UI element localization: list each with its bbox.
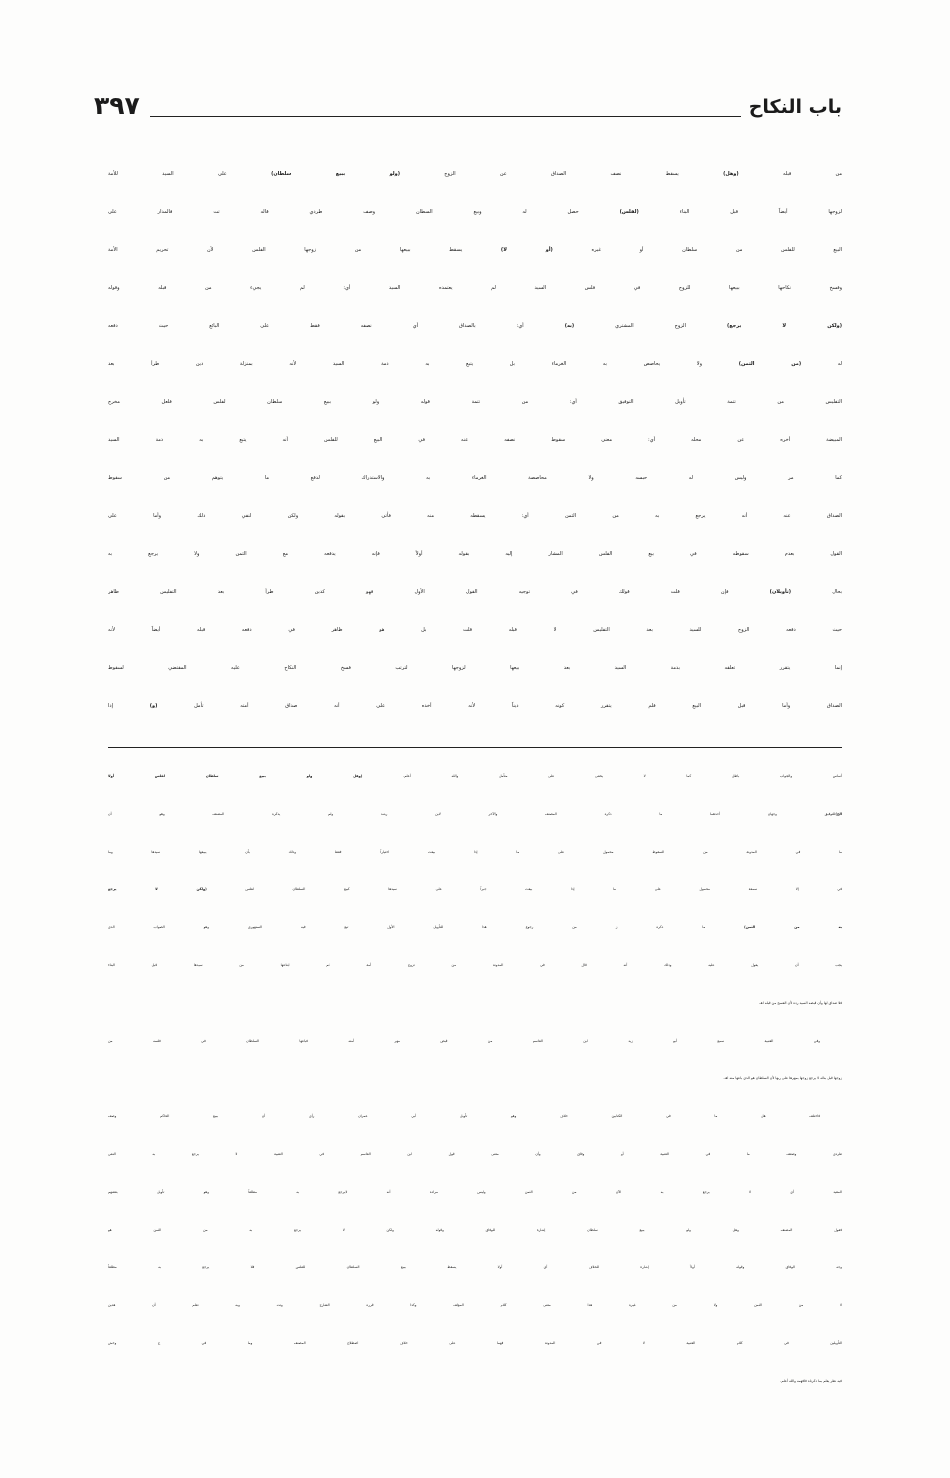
text-segment: فإن قلت قولك في توجيه القول الأول فهو كدين طرأ بعد التفليس ظاهر [108, 589, 770, 595]
text-segment: من قبله [738, 171, 842, 177]
text-segment: وجه الوفاق وقوله أولاً إشارة للخلاف أي أولا يسقط ببيع السلطان للفلس فلا يرجع به مطلقاً [108, 1265, 842, 1270]
footnote-line [108, 909, 842, 947]
text-segment: التفليس من تتمة تأويل التوفيق أي: من تتمة قوله ولو ببيع سلطان لفلس فلعل مخرج [108, 399, 842, 405]
main-text-line [108, 307, 842, 345]
text-segment: الصداق عنه أنه يرجع به من الثمن أي: يسقطه منه فأتى بقوله ولكن لنفي ذلك وأما على [108, 513, 842, 519]
footnote-line [108, 871, 842, 909]
text-segment: لزوجها أيضاً قبل البناء [638, 209, 842, 215]
main-text-line [108, 687, 842, 725]
text-segment: وفي العتبية سمع أبو زيد ابن القاسم من قبض مهر أمته فباعها السلطان في فلسه من [108, 1038, 820, 1043]
main-text-line [108, 421, 842, 459]
text-segment: فلا صداق لها وأن قبضه السيد رده لأن الفسخ من قبله اهـ. [758, 1000, 842, 1005]
text-segment: إنما يتقرر تعلقه بذمة السيد بعد بيعها لزوجها لترتب فسخ النكاح عليه المقتضي لسقوط [108, 665, 842, 671]
text-segment: لا من الثمن ولا من غيره هذا معنى كلام المؤلف وكذا قرره الشارح وتت وبه تعلم أن هذين [108, 1303, 842, 1308]
text-segment: ما ذكره ز من رجوع هذا للتأويل الأول تبع فيه السنهوري وهو الصواب الذي [108, 925, 745, 930]
text-segment: للتوفيق وجهان أحدهما ما ذكره المصنف والآخر لابن رشد ولم يذكره المصنف وهو أن [108, 811, 836, 816]
footnote-paragraph [108, 1098, 842, 1400]
text-segment: المقيد أي لا يرجع به الآن من الثمن وليس مراده أنه لايرجع به مطلقاً وهو تأويل بعضهم [108, 1189, 842, 1194]
footnote-line [108, 1325, 842, 1363]
main-text-line [108, 155, 842, 193]
bold-matn-segment: الخ) [835, 811, 842, 816]
text-segment: ما في المدونة من السقوط محمول على ما إذا بيعت اختياراً فقط وذلك بأن يبيعها سيدها وما [108, 849, 842, 854]
footnote-line [108, 834, 842, 872]
main-text-line [108, 345, 842, 383]
main-text-line [108, 231, 842, 269]
chapter-title: باب النكاح [748, 96, 842, 118]
text-segment: فيه نظر يعلم بما ذكرناه فافهمه والله أعلم. [780, 1378, 842, 1383]
text-segment: فاختلف هل ما في الكتابين خلاف وهو تأويل أبي عمران رأي أن ببيع الحاكم وصف [108, 1114, 820, 1119]
footnote-line [108, 1098, 842, 1136]
text-segment: حيث دفعه الزوج للسيد بعد التفليس لا قبله قلت بل هو ظاهر في دفعه قبله أيضاً لأنه [108, 627, 842, 633]
footnote-line [108, 985, 842, 1023]
text-segment: يجب أن يعول عليه وذلك أنه قال في المدونة من تزوج أمة ثم ابتاعها من سيدها قبل البناء [108, 962, 842, 967]
bold-matn-segment: (ولكن لا يرجع) [726, 323, 842, 329]
text-segment: إذا [108, 703, 150, 709]
text-segment: له [801, 361, 842, 367]
footnote-line [108, 1212, 842, 1250]
text-segment: بحال [791, 589, 842, 595]
footnote-line [108, 796, 842, 834]
page-number: ٣٩٧ [94, 91, 140, 120]
bold-matn-segment: (لفلس) [619, 209, 639, 215]
text-segment: المبيضة أخره عن محله أي: معنى سقوط نصفه عنه في البيع للفلس أنه يتبع به ذمة السيد [108, 437, 842, 443]
text-segment: يسقط ببيعها من زوجها الفلس لأن تحريم الأمة [108, 247, 501, 253]
text-segment: القول بعدم سقوطه في بيع الفلس المشار إليه بقوله أولاً فإنه يدفعه مع الثمن ولا يرجع به [108, 551, 842, 557]
footnote-line [108, 1023, 842, 1061]
bold-matn-segment: (وهل ولو ببيع سلطان لفلس أولا [108, 774, 363, 778]
footnote-paragraph [108, 758, 842, 1023]
footnote-line [108, 1174, 842, 1212]
text-segment: ولا يحاصص به الغرماء بل يتبع به ذمة السيد لأنه بمنزلة دين طرأ بعد [108, 361, 739, 367]
footnote-line [108, 1249, 842, 1287]
text-segment: أي: بالصداق أي نصفه فقط على البائع حيث دفعه [108, 323, 565, 329]
footnote-line [108, 947, 842, 985]
bold-matn-segment: (و) [149, 703, 158, 709]
text-segment: على السيد للأمة [108, 171, 272, 177]
footnote-line [108, 1363, 842, 1401]
main-text-line [108, 497, 842, 535]
text-segment: التأويلين في كلام العتبية لا في المدونة فهما على خلاف اصطلاح المصنف وما في ح وخش [108, 1340, 842, 1345]
text-segment: الزوج المشتري [574, 323, 727, 329]
text-segment: فقول المصنف وهل ولو ببيع سلطان إشارة للوفاق وقوله ولكن لا يرجع به من الثمن هو [108, 1227, 842, 1232]
text-segment: في إلا سمعة محمول على ما إذا بيعت جبراً على سيدها كبيع السلطان لفلس [206, 887, 842, 892]
main-text-line [108, 573, 842, 611]
footnote-line [108, 758, 842, 796]
main-text-line [108, 649, 842, 687]
bold-matn-segment: (ولكن لا يرجع [108, 887, 207, 892]
footnote-line [108, 1136, 842, 1174]
footnote-separator-rule [108, 747, 842, 748]
footnote-line [108, 1060, 842, 1098]
footnote-paragraph [108, 1023, 842, 1099]
main-text-line [108, 535, 842, 573]
bold-matn-segment: (ولو ببيع سلطان) [271, 171, 401, 177]
text-segment: زوجها قبل بنائه لا يرجع زوجها بمهرها على ربها لأن السلطان هو الذي باعها منه اهـ. [723, 1076, 842, 1081]
running-header [94, 86, 842, 122]
bold-matn-segment: (من الثمن) [738, 361, 802, 367]
text-segment: حصل له وبيع السطان وصف طردي قاله تت فالمدار على [108, 209, 620, 215]
footnote-line [108, 1287, 842, 1325]
main-text-line [108, 383, 842, 421]
main-text-line [108, 193, 842, 231]
bold-matn-segment: (وهل) [723, 171, 739, 177]
text-segment: الصداق وأما قبل البيع فلم يتقرر كونه ديناً لأنه أخذه على أنه صداق أمته تأمل [157, 703, 842, 709]
bold-matn-segment: (أو لا) [500, 247, 553, 253]
bold-matn-segment: (به) [564, 323, 575, 329]
header-rule [150, 116, 741, 117]
main-text-line [108, 269, 842, 307]
text-segment: يسقط نصف الصداق عن الزوج [400, 171, 724, 177]
text-segment: طردي وضعف ما في العتبية أو وفاق وأن معنى قول ابن القاسم في العتبية لا يرجع به النفي [108, 1151, 842, 1156]
main-text [108, 155, 842, 725]
main-text-line [108, 611, 842, 649]
text-segment: أساس والجواب باطل كما لا يخفى على متأمل والله أعلم. [362, 774, 842, 778]
main-text-line [108, 459, 842, 497]
text-segment: البيع للفلس من سلطان أو غيره [552, 247, 842, 253]
bold-matn-segment: (تأويلان) [769, 589, 792, 595]
bold-matn-segment: به من الثمن) [744, 925, 842, 930]
footnotes [108, 758, 842, 1401]
text-segment: كما مر وليس له حبسه ولا محاصصة الغرماء به والاستدراك لدفع ما يتوهم من سقوط [108, 475, 842, 481]
text-segment: وفسخ نكاحها ببيعها للزوج في فلس السيد لم يعتمده السيد أي: لم يجيء من قبله وقوله [108, 285, 842, 291]
